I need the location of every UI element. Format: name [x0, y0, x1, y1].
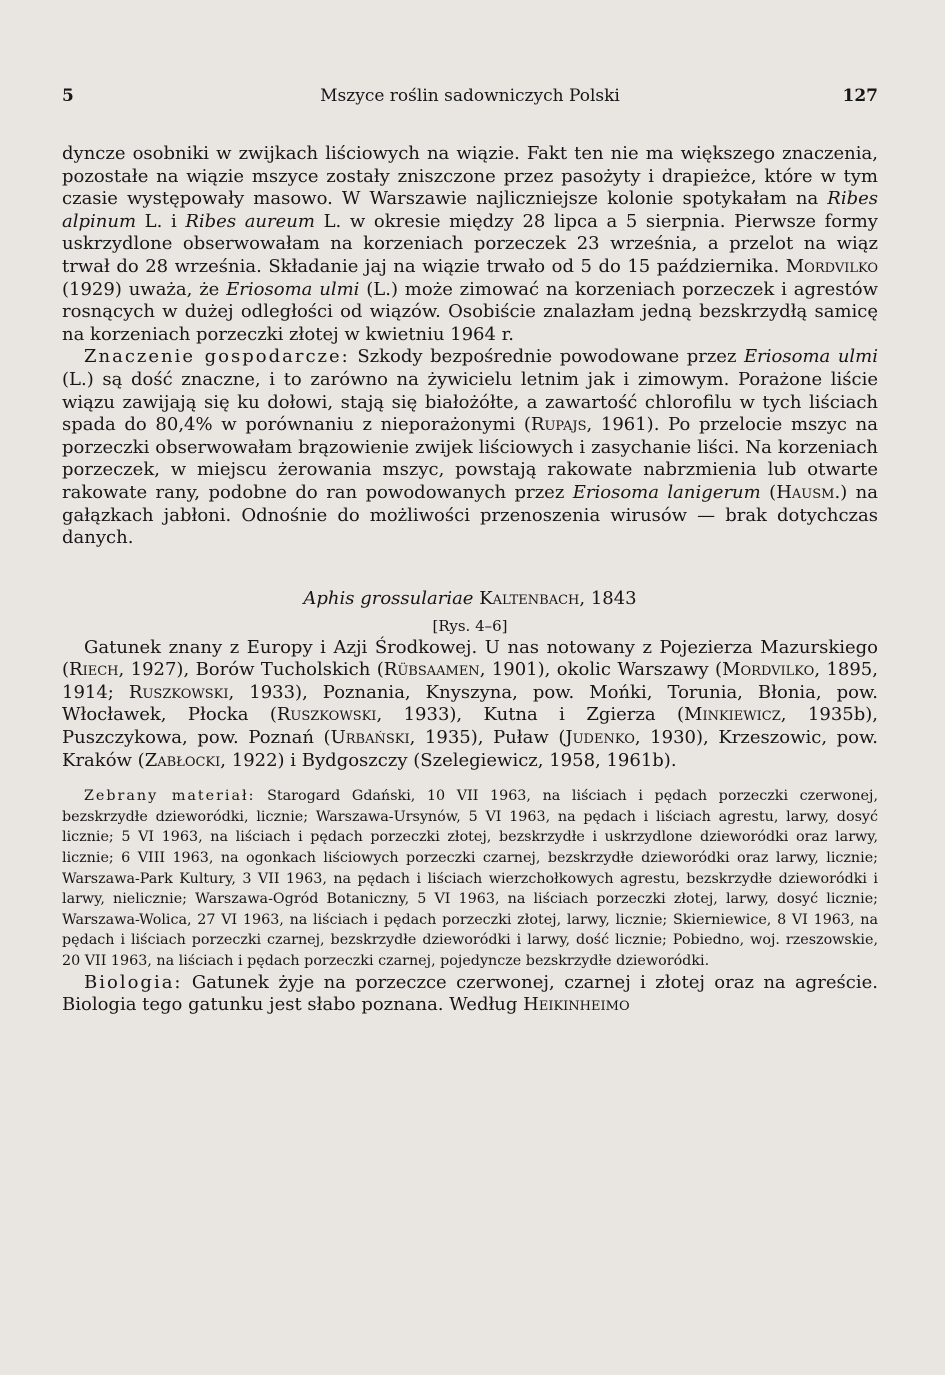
paragraph-continuation: dyncze osobniki w zwijkach liściowych na wiązie. Fakt ten nie ma większego znaczenia, pozostałe na wiązie mszyce zostały zniszczone przez pasożyty i drapieżce, które w tym czasie występowały masowo. W Warszawie najliczniejsze kolonie spotykałam na Ribes alpinum L. i Ribes aureum L. w okresie między 28 lipca a 5 sierpnia. Pierwsze formy uskrzydlone obserwowałam na korzeniach porzeczek 23 września, a przelot na wiąz trwał do 28 września. Składanie jaj na wiązie trwało od 5 do 15 października. Mordvilko (1929) uważa, że Eriosoma ulmi (L.) może zimować na korzeniach porzeczek i agrestów rosnących w dużej odległości od wiązów. Osobiście znalazłam jedną bezskrzydłą samicę na korzeniach porzeczki złotej w kwietniu 1964 r.: [62, 143, 879, 345]
section-lead: Zebrany materiał:: [84, 788, 256, 805]
figure-reference: [Rys. 4–6]: [432, 616, 508, 635]
running-header: [62, 86, 878, 114]
author-ref: Heikinheimo: [523, 994, 630, 1016]
paragraph-collected-material: Zebrany materiał: Starogard Gdański, 10 VII 1963, na liściach i pędach porzeczki czerwonej, bezskrzydłe dzieworódki, licznie; Warszawa-Ursynów, 5 VI 1963, na pędach i liściach agrestu, larwy, dosyć licznie; 5 VI 1963, na liściach i pędach porzeczki złotej, bezskrzydłe i uskrzydlone dzieworódki oraz larwy, licznie; 6 VIII 1963, na ogonkach liściowych porzeczki czarnej, bezskrzydłe dzieworódki oraz larwy, licznie; Warszawa-Park Kultury, 3 VII 1963, na pędach i liściach wierzchołkowych agrestu, bezskrzydłe dzieworódki i larwy, nielicznie; Warszawa-Ogród Botaniczny, 5 VI 1963, na liściach porzeczki złotej, larwy, dosyć licznie; Warszawa-Wolica, 27 VI 1963, na liściach i pędach porzeczki złotej, larwy, licznie; Skierniewice, 8 VI 1963, na pędach i liściach porzeczki czarnej, bezskrzydłe dzieworódki i larwy, dość licznie; Pobiedno, woj. rzeszowskie, 20 VII 1963, na liściach i pędach porzeczki czarnej, pojedyncze bezskrzydłe dzieworódki.: [62, 788, 878, 969]
section-lead: Znaczenie gospodarcze:: [84, 346, 350, 368]
author-ref: Hausm.: [776, 481, 841, 503]
page-body: [62, 143, 878, 1017]
paragraph-distribution: Gatunek znany z Europy i Azji Środkowej. U nas notowany z Pojezierza Mazurskiego (Riech, 1927), Borów Tucholskich (Rübsaamen, 1901), okolic Warszawy (Mordvilko, 1895, 1914; Ruszkowski, 1933), Poznania, Knyszyna, pow. Mońki, Torunia, Błonia, pow. Włocławek, Płocka (Ruszkowski, 1933), Kutna i Zgierza (Minkiewicz, 1935b), Puszczykowa, pow. Poznań (Urbański, 1935), Puław (Judenko, 1930), Krzeszowic, pow. Kraków (Zabłocki, 1922) i Bydgoszczy (Szelegiewicz, 1958, 1961b).: [62, 636, 878, 771]
page-number: 127: [842, 86, 878, 106]
species-name: Aphis grossulariae: [303, 587, 474, 609]
author-ref: Rupajs: [530, 414, 587, 436]
species-heading: Aphis grossulariae Kaltenbach, 1843: [303, 587, 637, 609]
section-lead: Biologia:: [84, 971, 183, 993]
paragraph-economic-importance: Znaczenie gospodarcze: Szkody bezpośrednie powodowane przez Eriosoma ulmi (L.) są dość znaczne, i to zarówno na żywicielu letnim jak i zimowym. Porażone liście wiązu zawijają się ku dołowi, stają się białożółte, a zawartość chlorofilu w tych liściach spada do 80,4% w porównaniu z nieporażonymi (Rupajs, 1961). Po przelocie mszyc na porzeczki obserwowałam brązowienie zwijek liściowych i zasychanie liści. Na korzeniach porzeczek, w miejscu żerowania mszyc, powstają rakowate nabrzmienia lub otwarte rakowate rany, podobne do ran powodowanych przez Eriosoma lanigerum (Hausm.) na gałązkach jabłoni. Odnośnie do możliwości przenoszenia wirusów — brak dotychczas danych.: [62, 346, 878, 549]
section-number: 5: [62, 86, 74, 106]
author-ref: Mordvilko: [785, 255, 878, 277]
running-title: Mszyce roślin sadowniczych Polski: [320, 86, 620, 106]
paragraph-biology: Biologia: Gatunek żyje na porzeczce czerwonej, czarnej i złotej oraz na agreście. Biologia tego gatunku jest słabo poznana. Według Heikinheimo: [62, 971, 878, 1016]
species-author: Kaltenbach: [479, 587, 580, 609]
